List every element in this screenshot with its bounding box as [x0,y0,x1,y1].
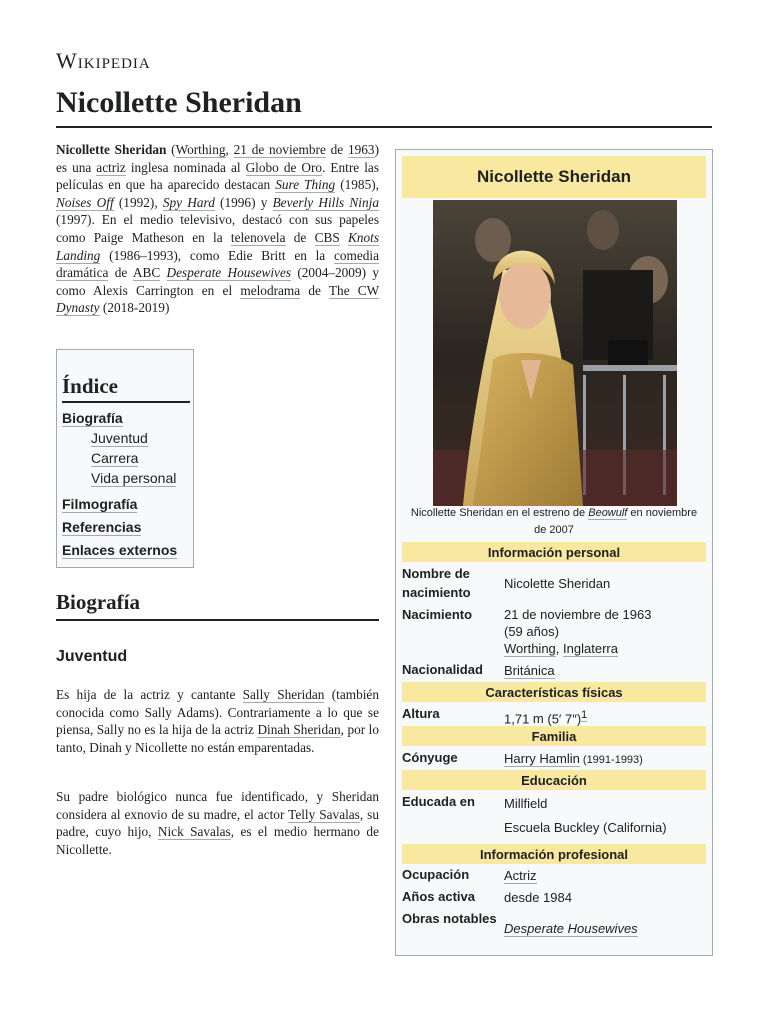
link-sure-thing[interactable]: Sure Thing [275,177,336,193]
link-dinah-sheridan[interactable]: Dinah Sheridan [257,722,341,738]
toc-title: Índice [62,374,190,403]
infobox-section-fisicas: Características físicas [402,682,706,702]
link-dynasty[interactable]: Dynasty [56,300,100,316]
intro-paragraph: Nicollette Sheridan (Worthing, 21 de noviembre de 1963) es una actriz inglesa nominada al Globo de Oro. Entre las películas en que ha aparecido destacan Sure Thing (1985), Noises Off (1992), Spy Hard (1996) y Beverly Hills Ninja (1997). En el medio televisivo, destacó con sus papeles como Paige Matheson en la telenovela de CBS Knots Landing (1986–1993), como Edie Britt en la comedia dramática de ABC Desperate Housewives (2004–2009) y como Alexis Carrington en el melodrama de The CW Dynasty (2018-2019) [56,142,380,316]
link-actriz-infobox[interactable]: Actriz [504,868,537,883]
juventud-paragraph-1: Es hija de la actriz y cantante Sally Sheridan (también conocida como Sally Adams). Contrariamente a lo que se piensa, Sally no es la hija de la actriz Dinah Sheridan, por lo tanto, Dinah y Nicollette no están emparentadas. [56,687,380,755]
link-desperate-housewives-infobox[interactable]: Desperate Housewives [504,921,638,936]
value-obras-notables [504,920,704,937]
value-educada-1: Millfield [504,796,548,811]
wikipedia-logo[interactable]: Wikipedia [56,48,151,73]
toc-item-juventud[interactable]: Juventud [91,430,148,446]
nacimiento-date: 21 de noviembre de 1963 [504,607,652,622]
nacimiento-age: (59 años) [504,624,559,639]
link-worthing-infobox[interactable]: Worthing [504,641,556,656]
value-conyuge: Harry Hamlin (1991-1993) [504,751,643,766]
infobox-title: Nicollette Sheridan [402,156,706,198]
link-abc[interactable]: ABC [132,265,161,281]
link-the-cw[interactable]: The CW [328,282,379,298]
value-ocupacion [504,867,704,884]
label-altura: Altura [402,706,440,721]
infobox [395,149,713,956]
page-title: Nicollette Sheridan [56,86,302,119]
link-telly-savalas[interactable]: Telly Savalas [288,806,360,822]
label-nombre-nacimiento: Nombre de nacimiento [402,566,471,600]
table-of-contents [56,349,194,568]
link-cbs[interactable]: CBS [314,229,340,245]
label-conyuge: Cónyuge [402,750,458,765]
toc-item-vida-personal[interactable]: Vida personal [91,470,177,486]
intro-subject-name: Nicollette Sheridan [56,142,167,157]
label-educada-en: Educada en [402,794,475,809]
nacimiento-place: Worthing, Inglaterra [504,641,618,656]
label-nacionalidad: Nacionalidad [402,662,483,677]
toc-item-enlaces-externos[interactable]: Enlaces externos [62,542,178,558]
link-globo-de-oro[interactable]: Globo de Oro [245,159,323,175]
link-knots-landing[interactable]: Knots Landing [56,229,380,263]
link-worthing[interactable]: Worthing [175,142,226,157]
link-nick-savalas[interactable]: Nick Savalas [157,824,231,840]
section-heading-biografia: Biografía [56,590,379,621]
link-telenovela[interactable]: telenovela [230,229,286,245]
photo-illustration [433,200,677,506]
link-noises-off[interactable]: Noises Off [56,194,114,210]
infobox-caption: Nicollette Sheridan en el estreno de Beowulf en noviembre de 2007 [410,507,698,536]
infobox-photo[interactable] [433,200,677,506]
infobox-section-educacion: Educación [402,770,706,790]
subsection-heading-juventud: Juventud [56,648,128,665]
link-beowulf[interactable]: Beowulf [588,507,628,519]
label-nacimiento: Nacimiento [402,607,473,622]
link-inglaterra[interactable]: Inglaterra [563,641,618,656]
toc-item-filmografia[interactable]: Filmografía [62,496,138,512]
label-ocupacion: Ocupación [402,867,470,882]
link-birth-year[interactable]: 1963 [347,142,375,157]
link-metro[interactable]: m [532,711,544,727]
toc-item-referencias[interactable]: Referencias [62,519,142,535]
value-nacionalidad [504,662,704,679]
value-anios-activa: desde 1984 [504,890,572,905]
reference-1[interactable]: 1 [581,709,588,721]
toc-item-biografia[interactable]: Biografía [62,410,123,426]
link-britanica[interactable]: Británica [504,663,555,678]
link-comedia-dramatica[interactable]: comedia dramática [56,247,379,281]
link-harry-hamlin[interactable]: Harry Hamlin [504,751,580,766]
toc-item-carrera[interactable]: Carrera [91,450,139,466]
link-birth-date[interactable]: 21 de noviembre [233,142,326,157]
link-beverly-hills-ninja[interactable]: Beverly Hills Ninja [272,194,379,210]
link-sally-sheridan[interactable]: Sally Sheridan [242,687,325,702]
label-anios-activa: Años activa [402,889,475,904]
infobox-section-personal: Información personal [402,542,706,562]
link-spy-hard[interactable]: Spy Hard [162,194,215,210]
value-nacimiento [504,606,704,657]
link-desperate-housewives[interactable]: Desperate Housewives [166,265,292,281]
infobox-section-profesional: Información profesional [402,844,706,864]
juventud-paragraph-2: Su padre biológico nunca fue identificado, y Sheridan considera al exnovio de su madre, el actor Telly Savalas, su padre, cuyo hijo, Nick Savalas, es el medio hermano de Nicollette. [56,789,380,857]
infobox-section-familia: Familia [402,726,706,746]
value-nombre-nacimiento: Nicolette Sheridan [504,576,611,591]
link-melodrama[interactable]: melodrama [240,282,301,298]
label-obras-notables: Obras notables [402,911,497,926]
value-altura: 1,71 m (5′ 7″)$^1$ [504,709,588,727]
title-divider [56,126,712,128]
link-actriz[interactable]: actriz [96,159,126,175]
value-educada-2: Escuela Buckley (California) [504,820,667,835]
